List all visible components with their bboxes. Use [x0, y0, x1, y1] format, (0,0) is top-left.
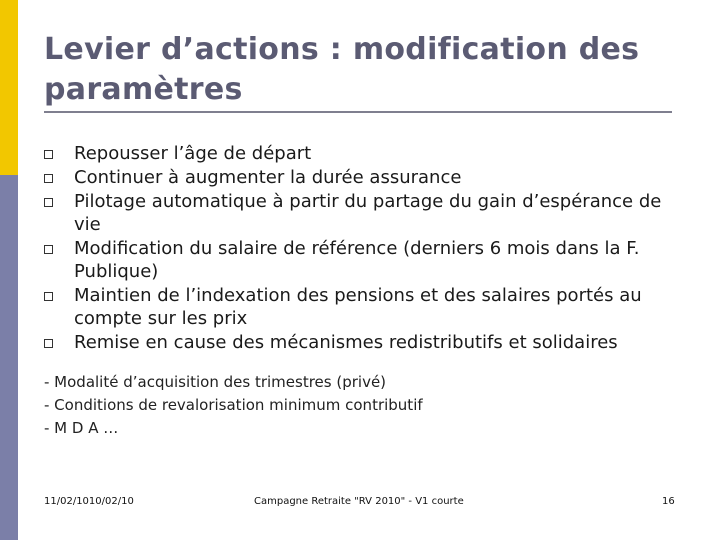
page-number: 16 — [662, 496, 675, 507]
checkbox-bullet-icon — [44, 174, 53, 183]
bullet-item — [44, 142, 684, 165]
bullet-text: Continuer à augmenter la durée assurance — [74, 167, 462, 188]
sub-item: - Modalité d’acquisition des trimestres (privé) — [44, 373, 387, 391]
accent-bar-purple — [0, 175, 18, 540]
bullet-text: Repousser l’âge de départ — [74, 143, 312, 164]
sub-item-list — [44, 371, 644, 440]
checkbox-bullet-icon — [44, 198, 53, 207]
bullet-item — [44, 237, 684, 283]
bullet-item — [44, 284, 684, 330]
checkbox-bullet-icon — [44, 245, 53, 254]
sub-item: - Conditions de revalorisation minimum contributif — [44, 396, 423, 414]
bullet-text: Maintien de l’indexation des pensions et des salaires portés au compte sur les prix — [74, 285, 642, 329]
slide-title: Levier d’actions : modification des paramètres — [44, 32, 640, 107]
bullet-text: Pilotage automatique à partir du partage du gain d’espérance de vie — [74, 191, 662, 235]
footer-date: 11/02/1010/02/10 — [44, 496, 134, 507]
bullet-item — [44, 331, 684, 354]
bullet-item — [44, 190, 684, 236]
checkbox-bullet-icon — [44, 292, 53, 301]
checkbox-bullet-icon — [44, 150, 53, 159]
footer-caption: Campagne Retraite "RV 2010" - V1 courte — [254, 496, 464, 507]
sub-item: - M D A … — [44, 419, 119, 437]
title-divider — [44, 111, 672, 113]
bullet-text: Modification du salaire de référence (derniers 6 mois dans la F. Publique) — [74, 238, 640, 282]
checkbox-bullet-icon — [44, 339, 53, 348]
bullet-item — [44, 166, 684, 189]
accent-bar-yellow — [0, 0, 18, 175]
bullet-list — [44, 142, 684, 355]
bullet-text: Remise en cause des mécanismes redistributifs et solidaires — [74, 332, 618, 353]
